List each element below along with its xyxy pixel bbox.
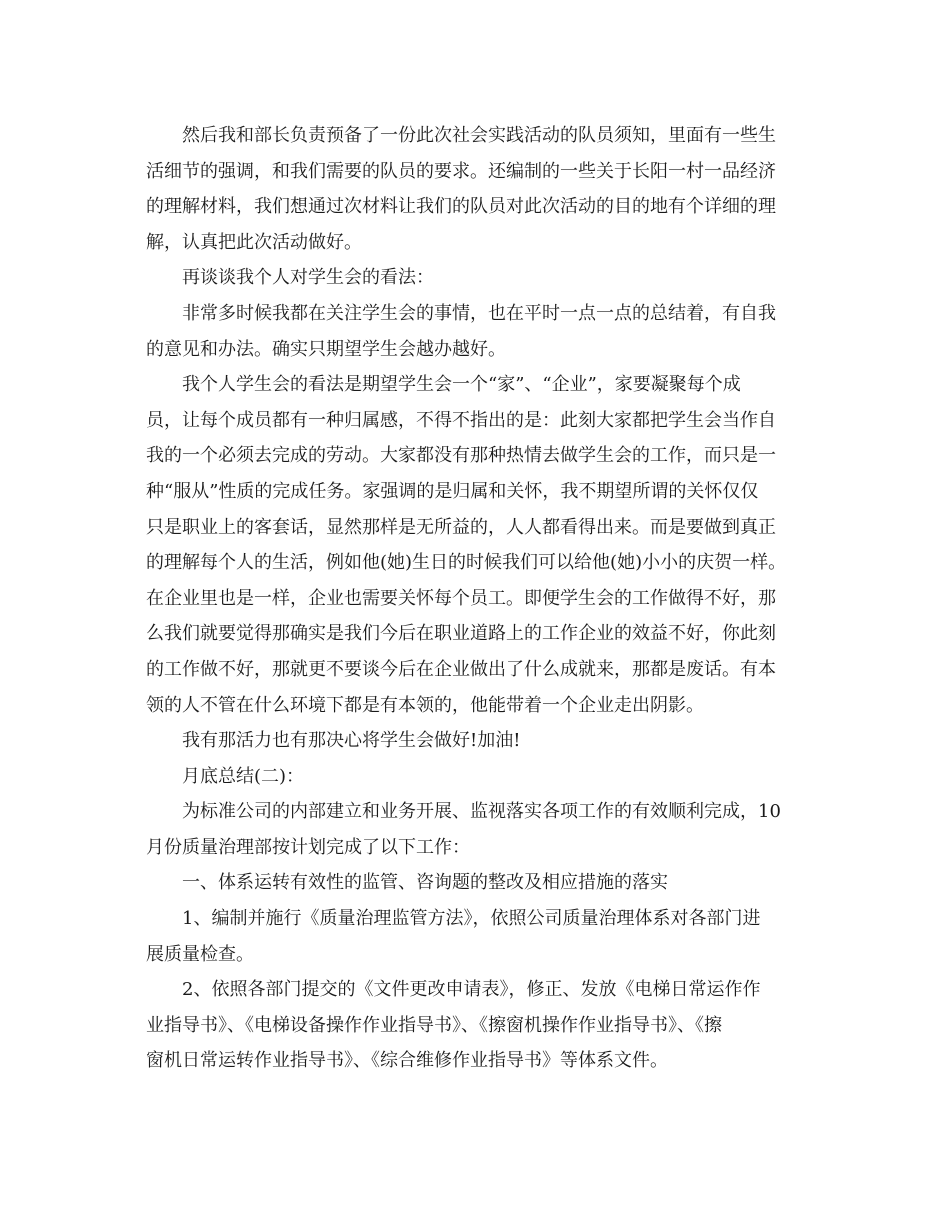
- text-line: 非常多时候我都在关注学生会的事情，也在平时一点一点的总结着，有自我: [182, 302, 776, 324]
- text-line: 业指导书》、《电梯设备操作作业指导书》、《擦窗机操作作业指导书》、《擦: [146, 1014, 722, 1036]
- text-line: 员，让每个成员都有一种归属感，不得不指出的是：此刻大家都把学生会当作自: [146, 409, 776, 431]
- text-line: 只是职业上的客套话，显然那样是无所益的，人人都看得出来。而是要做到真正: [146, 516, 776, 538]
- text-line: 窗机日常运转作业指导书》、《综合维修作业指导书》等体系文件。: [146, 1050, 668, 1072]
- text-line: 月份质量治理部按计划完成了以下工作：: [146, 836, 470, 858]
- document-body: [146, 118, 806, 1079]
- text-line: 再谈谈我个人对学生会的看法：: [182, 267, 434, 289]
- text-line: 的理解每个人的生活，例如他(她)生日的时候我们可以给他(她)小小的庆贺一样。: [146, 552, 787, 574]
- text-line: 我个人学生会的看法是期望学生会一个“家”、“企业”，家要凝聚每个成: [182, 374, 741, 396]
- text-line: 为标准公司的内部建立和业务开展、监视落实各项工作的有效顺利完成，10: [182, 801, 781, 823]
- text-line: 种“服从”性质的完成任务。家强调的是归属和关怀，我不期望所谓的关怀仅仅: [146, 480, 759, 502]
- text-line: 2、依照各部门提交的《文件更改申请表》，修正、发放《电梯日常运作作: [182, 979, 761, 1001]
- text-line: 活细节的强调，和我们需要的队员的要求。还编制的一些关于长阳一村一品经济: [146, 160, 776, 182]
- text-line: 么我们就要觉得那确实是我们今后在职业道路上的工作企业的效益不好，你此刻: [146, 623, 776, 645]
- text-line: 解，认真把此次活动做好。: [146, 231, 362, 253]
- text-line: 一、体系运转有效性的监管、咨询题的整改及相应措施的落实: [182, 872, 668, 894]
- text-line: 然后我和部长负责预备了一份此次社会实践活动的队员须知，里面有一些生: [182, 125, 776, 146]
- text-line: 月底总结(二)：: [182, 765, 305, 787]
- text-line: 的工作做不好，那就更不要谈今后在企业做出了什么成就来，那都是废话。有本: [146, 658, 776, 680]
- text-line: 领的人不管在什么环境下都是有本领的，他能带着一个企业走出阴影。: [146, 694, 704, 716]
- text-line: 的意见和办法。确实只期望学生会越办越好。: [146, 338, 506, 360]
- text-line: 在企业里也是一样，企业也需要关怀每个员工。即便学生会的工作做得不好，那: [146, 587, 776, 609]
- text-line: 我有那活力也有那决心将学生会做好!加油!: [182, 730, 521, 752]
- text-line: 1、编制并施行《质量治理监管方法》，依照公司质量治理体系对各部门进: [182, 908, 761, 930]
- text-line: 的理解材料，我们想通过次材料让我们的队员对此次活动的目的地有个详细的理: [146, 196, 776, 218]
- text-line: 我的一个必须去完成的劳动。大家都没有那种热情去做学生会的工作，而只是一: [146, 445, 776, 467]
- text-line: 展质量检查。: [146, 943, 254, 965]
